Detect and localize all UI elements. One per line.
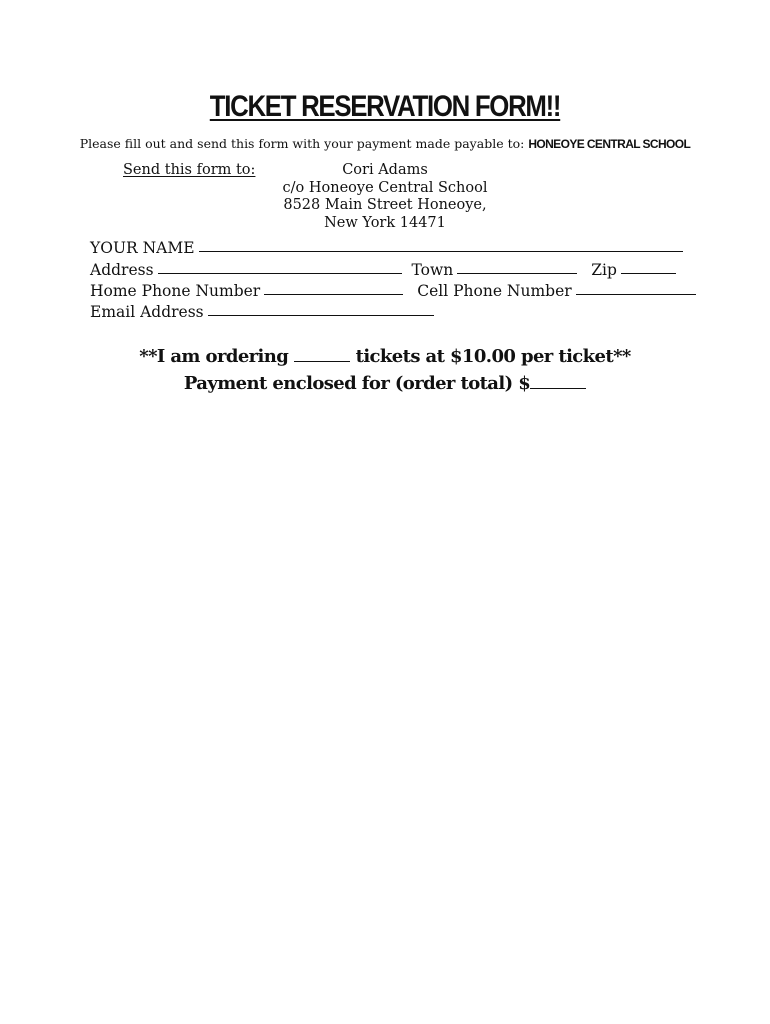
payment-total-line [0, 370, 770, 397]
payment-total-field[interactable] [530, 387, 586, 389]
email-field[interactable] [208, 314, 434, 316]
intro-instructions [0, 136, 770, 151]
mailing-address [235, 162, 535, 232]
phone-row [90, 282, 696, 300]
address-label: Address [90, 261, 154, 279]
zip-label: Zip [591, 261, 617, 279]
address-line-street: 8528 Main Street Honeoye, [283, 197, 487, 213]
ticket-quantity-suffix: tickets at $10.00 per ticket** [355, 346, 631, 367]
address-line-recipient: Cori Adams [342, 162, 428, 178]
cell-phone-field[interactable] [576, 293, 696, 295]
town-label: Town [411, 261, 454, 279]
payee-name: HONEOYE CENTRAL SCHOOL [528, 137, 691, 151]
cell-phone-label: Cell Phone Number [417, 282, 572, 300]
name-label: YOUR NAME [90, 239, 195, 257]
send-to-label: Send this form to: [123, 162, 256, 178]
payment-total-label: Payment enclosed for (order total) $ [183, 373, 531, 394]
email-row [90, 303, 434, 321]
address-line-care-of: c/o Honeoye Central School [282, 179, 488, 196]
ticket-quantity-field[interactable] [294, 360, 350, 362]
zip-field[interactable] [621, 272, 676, 274]
address-line-state-zip: New York 14471 [324, 214, 446, 231]
address-field[interactable] [158, 272, 402, 274]
email-label: Email Address [90, 303, 204, 321]
intro-text: Please fill out and send this form with your payment made payable to: [79, 136, 525, 151]
home-phone-label: Home Phone Number [90, 282, 261, 300]
ticket-quantity-prefix: **I am ordering [139, 346, 289, 367]
home-phone-field[interactable] [264, 293, 403, 295]
form-title: TICKET RESERVATION FORM!! [209, 90, 561, 123]
name-row [90, 239, 683, 257]
ticket-quantity-line [0, 343, 770, 370]
name-field[interactable] [199, 250, 683, 252]
address-row [90, 261, 676, 279]
town-field[interactable] [457, 272, 577, 274]
order-section [0, 343, 770, 397]
